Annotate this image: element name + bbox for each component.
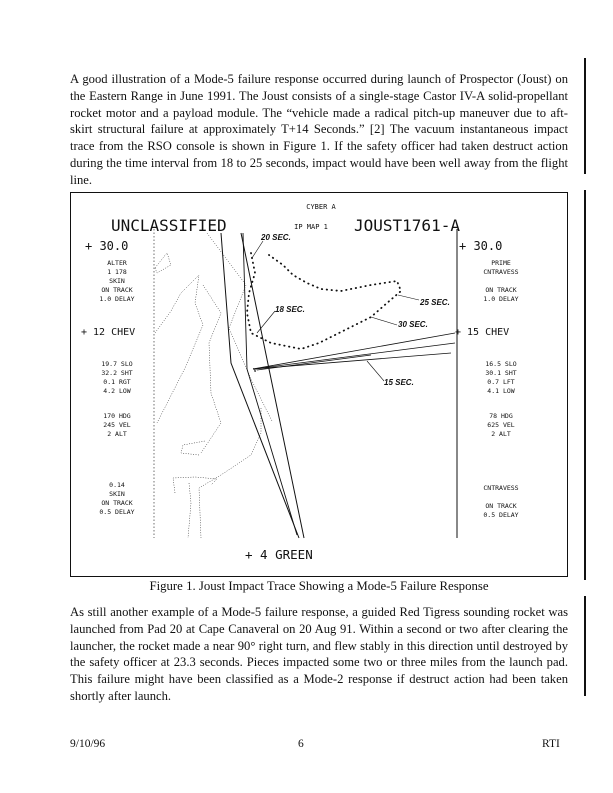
- right-block-4: [483, 484, 518, 519]
- left-block-3-line: 2 ALT: [107, 430, 127, 438]
- cape-outline: [173, 477, 217, 493]
- right-block-3: [487, 412, 514, 438]
- left-block-1-line: 1.0 DELAY: [99, 295, 135, 303]
- annotation-15-sec: 15 SEC.: [384, 378, 414, 387]
- footer-date: 9/10/96: [70, 738, 106, 750]
- left-block-4-line: 0.14: [109, 481, 125, 489]
- coastline-feature: [155, 253, 171, 273]
- left-block-2-line: 32.2 SHT: [101, 369, 133, 377]
- change-bar: [584, 596, 586, 696]
- header-cyber: CYBER A: [306, 203, 336, 211]
- change-bar: [584, 58, 586, 174]
- right-block-1-line: CNTRAVESS: [483, 268, 519, 276]
- impact-trace-line: [253, 333, 455, 369]
- right-block-3-line: 2 ALT: [491, 430, 511, 438]
- right-block-2-line: 4.1 LOW: [487, 387, 515, 395]
- left-block-4-line: ON TRACK: [101, 499, 133, 507]
- right-block-2-line: 16.5 SLO: [485, 360, 517, 368]
- header-ip-map: IP MAP 1: [294, 223, 328, 231]
- annotation-18-sec: 18 SEC.: [275, 305, 305, 314]
- vehicle-marker: v: [253, 366, 258, 374]
- right-block-4-line: ON TRACK: [485, 502, 517, 510]
- t30-leader: [371, 317, 397, 325]
- mission-label: JOUST1761-A: [354, 216, 460, 235]
- left-block-4-line: 0.5 DELAY: [99, 508, 135, 516]
- figure-impact-trace: [70, 192, 568, 577]
- right-block-2-line: 30.1 SHT: [485, 369, 517, 377]
- rso-console-display: [71, 193, 569, 578]
- right-block-1: [483, 259, 518, 303]
- right-block-2-line: 0.7 LFT: [487, 378, 515, 386]
- left-destruct-line: [221, 233, 299, 538]
- page-number: 6: [298, 738, 304, 750]
- right-block-3-line: 625 VEL: [487, 421, 515, 429]
- change-bar: [584, 190, 586, 580]
- paragraph-red-tigress: As still another example of a Mode-5 failure response, a guided Red Tigress sounding rocket was launched from Pad 20 at Cape Canaveral on 20 Aug 91. Within a second or two after clearing the launcher, the rocket made a near 90° right turn, and flew stably in this direction until destroyed by the safety officer at 23.3 seconds. Pieces impacted some two or three miles from the launch pad. This failure might have been classified as a Mode-2 response if destruct action had been taken shortly after launch.: [70, 605, 568, 703]
- left-block-1-line: ALTER: [107, 259, 127, 267]
- left-block-1-line: 1 178: [107, 268, 127, 276]
- right-chev-label: + 15 CHEV: [455, 327, 510, 338]
- left-block-3-line: 170 HDG: [103, 412, 131, 420]
- river-line: [188, 483, 191, 538]
- left-block-2: [101, 360, 132, 395]
- left-block-2-line: 19.7 SLO: [101, 360, 133, 368]
- left-block-3: [103, 412, 130, 438]
- t25-leader: [398, 295, 419, 300]
- t20-leader: [252, 241, 263, 258]
- left-block-2-line: 4.2 LOW: [103, 387, 131, 395]
- impact-trace-line: [257, 355, 371, 370]
- classification-label: UNCLASSIFIED: [111, 216, 227, 235]
- right-block-1-line: ON TRACK: [485, 286, 517, 294]
- impact-trace-line: [253, 343, 455, 369]
- left-top-value: + 30.0: [85, 239, 129, 253]
- left-block-1: [99, 259, 134, 303]
- left-block-2-line: 0.1 RGT: [103, 378, 131, 386]
- footer-org: RTI: [542, 738, 560, 750]
- bottom-green-label: + 4 GREEN: [245, 547, 313, 562]
- right-block-1-line: 1.0 DELAY: [483, 295, 519, 303]
- annotation-20-sec: 20 SEC.: [261, 233, 291, 242]
- figure-caption: Figure 1. Joust Impact Trace Showing a Mode-5 Failure Response: [149, 579, 489, 593]
- right-block-4-line: CNTRAVESS: [483, 484, 519, 492]
- right-block-3-line: 78 HDG: [489, 412, 513, 420]
- left-block-4-line: SKIN: [109, 490, 125, 498]
- coastline-inner: [201, 285, 221, 453]
- right-block-1-line: PRIME: [491, 259, 511, 267]
- left-block-1-line: ON TRACK: [101, 286, 133, 294]
- right-top-value: + 30.0: [459, 239, 503, 253]
- left-block-1-line: SKIN: [109, 277, 125, 285]
- left-chev-label: + 12 CHEV: [81, 327, 136, 338]
- inner-destruct-line: [243, 233, 297, 535]
- t15-leader: [367, 361, 384, 381]
- annotation-25-sec: 25 SEC.: [420, 298, 450, 307]
- impact-trace-dotted: [247, 253, 401, 349]
- inlet-line: [181, 441, 205, 455]
- coastline-south: [199, 408, 261, 538]
- right-block-2: [485, 360, 516, 395]
- left-block-4: [99, 481, 134, 516]
- right-block-4-line: 0.5 DELAY: [483, 511, 519, 519]
- left-block-3-line: 245 VEL: [103, 421, 131, 429]
- paragraph-intro: A good illustration of a Mode-5 failure response occurred during launch of Prospector (Joust) on the Eastern Range in June 1991. The Joust consists of a single-stage Castor IV-A solid-propellant rocket motor and a payload module. The “vehicle made a radical pitch-up maneuver due to aft-skirt structural failure at approximately T+14 Seconds.” [2] The vacuum instantaneous impact trace from the RSO console is shown in Figure 1. If the safety officer had taken destruct action during the time interval from 18 to 25 seconds, impact would have been well away from the flight line.: [70, 72, 568, 187]
- right-destruct-line: [241, 233, 304, 538]
- coastline: [155, 275, 203, 423]
- annotation-30-sec: 30 SEC.: [398, 320, 428, 329]
